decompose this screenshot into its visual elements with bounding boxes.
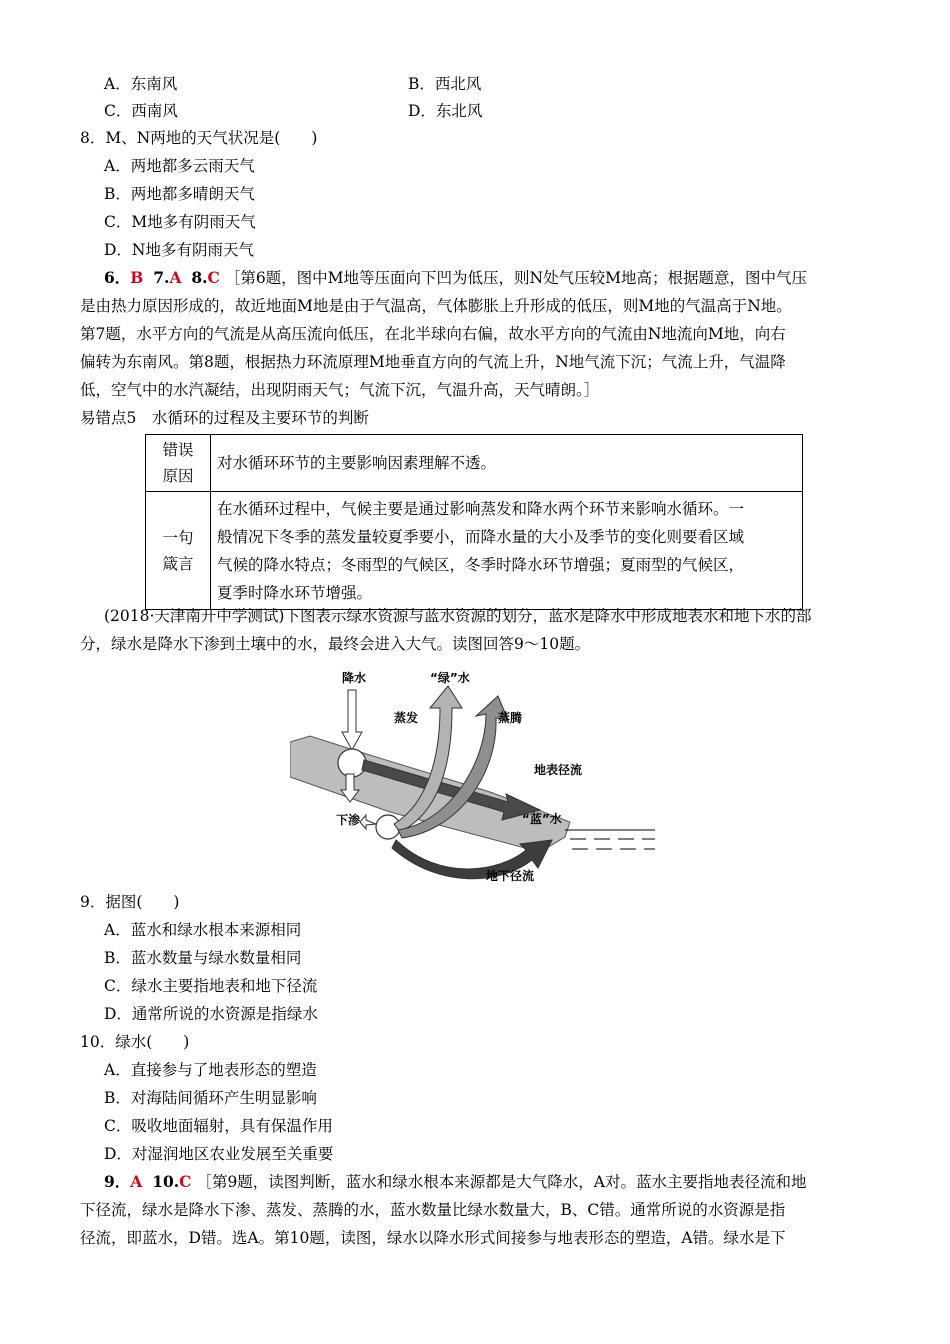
maxim-line: 夏季时降水环节增强。: [217, 583, 373, 602]
head-line: 错误: [162, 441, 194, 459]
q10-option-b: B．对海陆间循环产生明显影响: [104, 1089, 317, 1107]
q9-option-d: D．通常所说的水资源是指绿水: [104, 1005, 318, 1023]
answer-6-8-line-5: 低，空气中的水汽凝结，出现阴雨天气；气流下沉，气温升高，天气晴朗。］: [80, 381, 600, 399]
q9-option-c: C．绿水主要指地表和地下径流: [104, 977, 318, 995]
q7-option-a: A．东南风: [104, 75, 178, 93]
label-evaporation: 蒸发: [394, 711, 419, 725]
maxim-line: 气候的降水特点；冬雨型的气候区，冬季时降水环节增强；夏雨型的气候区，: [217, 555, 745, 574]
water-surface-lines: [565, 830, 655, 849]
head-line: 箴言: [162, 554, 194, 573]
label-precipitation: 降水: [342, 671, 367, 685]
answer-9-10-line-2: 下径流，绿水是降水下渗、蒸发、蒸腾的水，蓝水数量比绿水数量大，B、C错。通常所说的水资源是指: [80, 1201, 786, 1219]
answer-letter-9: A: [130, 1172, 143, 1191]
answer-letter-7: A: [169, 268, 182, 287]
answer-number-8: 8.: [191, 268, 208, 287]
head-line: 一句: [162, 528, 194, 547]
answer-9-10-text: ［第9题，读图判断，蓝水和绿水根本来源都是大气降水，A对。蓝水主要指地表径流和地: [196, 1173, 807, 1191]
q7-option-d: D．东北风: [408, 102, 483, 120]
maxim-line: 般情况下冬季的蒸发量较夏季要小，而降水量的大小及季节的变化则要看区域: [217, 527, 745, 546]
precipitation-arrow: [342, 690, 362, 750]
intro-line-1: (2018·天津南开中学测试)下图表示绿水资源与蓝水资源的划分，蓝水是降水中形成地表水和地下水的部: [104, 607, 812, 625]
answer-6-8-line-3: 第7题，水平方向的气流是从高压流向低压，在北半球向右偏，故水平方向的气流由N地流向M地，向右: [80, 325, 786, 343]
q8-option-c: C．M地多有阴雨天气: [104, 213, 256, 231]
q10-option-c: C．吸收地面辐射，具有保温作用: [104, 1117, 333, 1135]
answer-6-8-first-line: [104, 268, 807, 288]
answer-9-10-first-line: [104, 1172, 807, 1192]
table-cell-maxim: [211, 492, 803, 610]
q7-option-c: C．西南风: [104, 102, 178, 120]
q10-option-a: A．直接参与了地表形态的塑造: [104, 1061, 317, 1079]
answer-number-10: 10.: [152, 1172, 180, 1191]
q10-stem: 10．绿水( ): [80, 1033, 190, 1051]
table-row-head-reason: [146, 435, 211, 492]
label-infiltration: 下渗: [336, 813, 361, 827]
error-point-title: 易错点5 水循环的过程及主要环节的判断: [80, 409, 369, 427]
q10-option-d: D．对湿润地区农业发展至关重要: [104, 1145, 334, 1163]
answer-number-6: 6．: [104, 268, 131, 287]
q8-option-a: A．两地都多云雨天气: [104, 157, 255, 175]
error-point-table: [145, 434, 803, 610]
answer-9-10-line-3: 径流，即蓝水，D错。选A。第10题，读图，绿水以降水形式间接参与地表形态的塑造，A错。绿水是下: [80, 1229, 786, 1247]
small-left-arrow: [360, 815, 376, 829]
water-cycle-diagram: [290, 662, 660, 884]
label-transpiration: 蒸腾: [498, 711, 523, 725]
answer-6-8-text: ［第6题，图中M地等压面向下凹为低压，则N处气压较M地高；根据题意，图中气压: [224, 269, 807, 287]
upper-circle: [338, 749, 366, 777]
head-line: 原因: [162, 467, 194, 485]
table-cell-reason: 对水循环环节的主要影响因素理解不透。: [211, 435, 803, 492]
intro-line-2: 分，绿水是降水下渗到土壤中的水，最终会进入大气。读图回答9～10题。: [80, 635, 591, 653]
answer-letter-10: C: [179, 1172, 192, 1191]
answer-6-8-line-2: 是由热力原因形成的，故近地面M地是由于气温高，气体膨胀上升形成的低压，则M地的气温高于N地。: [80, 297, 792, 315]
label-surface-runoff: 地表径流: [534, 763, 583, 777]
q8-stem: 8．M、N两地的天气状况是( ): [80, 129, 318, 147]
q8-option-b: B．两地都多晴朗天气: [104, 185, 255, 203]
maxim-line: 在水循环过程中，气候主要是通过影响蒸发和降水两个环节来影响水循环。一: [217, 499, 745, 518]
q9-option-b: B．蓝水数量与绿水数量相同: [104, 949, 302, 967]
q9-option-a: A．蓝水和绿水根本来源相同: [104, 921, 302, 939]
answer-number-7: 7.: [153, 268, 170, 287]
answer-letter-6: B: [130, 268, 144, 287]
answer-letter-8: C: [207, 268, 220, 287]
label-blue-water: “蓝”水: [522, 812, 562, 826]
answer-6-8-line-4: 偏转为东南风。第8题，根据热力环流原理M地垂直方向的气流上升，N地气流下沉；气流上升，气温降: [80, 353, 786, 371]
answer-number-9: 9．: [104, 1172, 131, 1191]
q9-stem: 9．据图( ): [80, 893, 180, 911]
q8-option-d: D．N地多有阴雨天气: [104, 241, 254, 259]
label-green-water: “绿”水: [430, 671, 470, 685]
q7-option-b: B．西北风: [408, 75, 482, 93]
label-groundwater-runoff: 地下径流: [486, 869, 535, 883]
table-row-head-maxim: [146, 492, 211, 610]
